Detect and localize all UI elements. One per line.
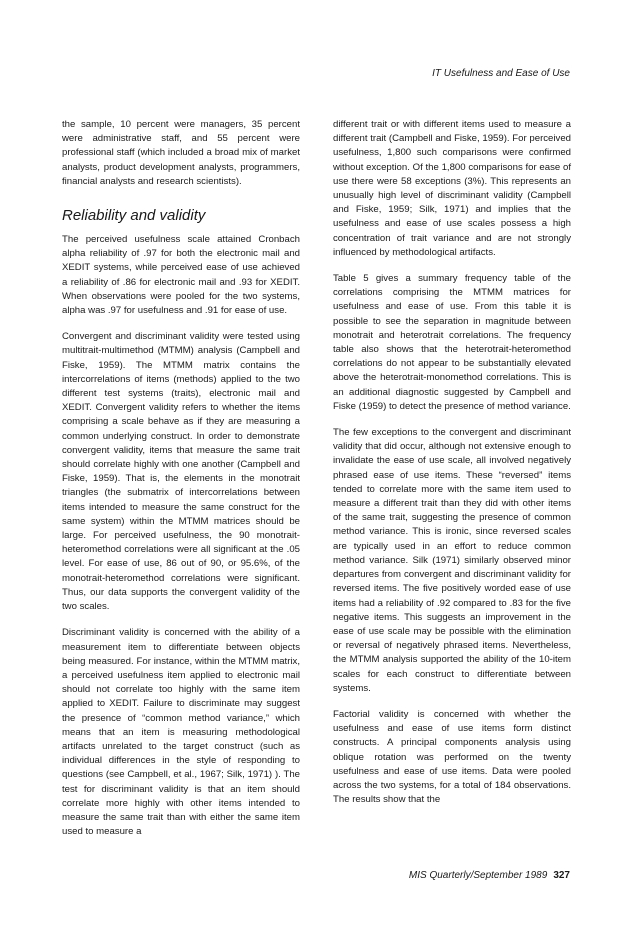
- running-head: IT Usefulness and Ease of Use: [432, 68, 570, 79]
- journal-name: MIS Quarterly/September 1989: [408, 870, 548, 881]
- body-paragraph: different trait or with different items used to measure a different trait (Campbell and Fiske, 1959). For perceived usefulness, 1,800 such comparisons were confirmed without exception. Of the 1,800 comparisons for ease of use there were 58 exceptions (3%). This represents an unusually high level of discriminant validity (Campbell and Fiske, 1959; Silk, 1971) and implies that the usefulness and ease of use scales possess a high concentration of trait variance and are not strongly influenced by methodological artifacts.: [333, 119, 571, 258]
- right-column: [333, 118, 571, 807]
- section-heading: Reliability and validity: [62, 207, 206, 225]
- body-paragraph: Discriminant validity is concerned with the ability of a measurement item to differentiate between objects being measured. For instance, within the MTMM matrix, a perceived usefulness item applied to electronic mail should not correlate too highly with the same item applied to XEDIT. Failure to discriminate may suggest the presence of “common method variance,” which means that an item is measuring methodological artifacts unrelated to the target construct (such as individual differences in the style of responding to questions (see Campbell, et al., 1967; Silk, 1971) ). The test for discriminant validity is that an item should correlate more highly with other items intended to measure the same trait than with either the same item used to measure a: [62, 627, 300, 838]
- body-paragraph: The few exceptions to the convergent and discriminant validity that did occur, although not extensive enough to invalidate the ease of use scale, all involved negatively phrased ease of use items. These “reversed” items tended to correlate more with the same item used to measure a different trait than they did with other items of the same trait, suggesting the presence of common method variance. This is ironic, since reversed scales are typically used in an effort to reduce common method variance. Silk (1971) similarly observed minor departures from convergent and discriminant validity for reversed items. The five positively worded ease of use items had a reliability of .92 compared to .83 for the five negative items. This suggests an improvement in the ease of use scale may be possible with the elimination or reversal of negatively phrased items. Nevertheless, the MTMM analysis supported the ability of the 10-item scales for each construct to differentiate between systems.: [333, 427, 571, 694]
- left-column: [62, 118, 300, 839]
- body-paragraph: Factorial validity is concerned with whether the usefulness and ease of use items form distinct constructs. A principal components analysis using oblique rotation was performed on the twenty usefulness and ease of use items. Data were pooled across the two systems, for a total of 184 observations. The results show that the: [333, 708, 571, 806]
- body-paragraph: Convergent and discriminant validity were tested using multitrait-multimethod (MTMM) analysis (Campbell and Fiske, 1959). The MTMM matrix contains the intercorrelations of items (methods) applied to the two different test systems (traits), electronic mail and XEDIT. Convergent validity refers to whether the items comprising a scale behave as if they are measuring a common underlying construct. In order to demonstrate convergent validity, items that measure the same trait should correlate highly with one another (Campbell and Fiske, 1959). That is, the elements in the monotrait triangles (the submatrix of intercorrelations between items intended to measure the same construct for the same system) within the MTMM matrices should be large. For perceived usefulness, the 90 monotrait-heteromethod correlations were all significant at the .05 level. For ease of use, 86 out of 90, or 95.6%, of the monotrait-heteromethod correlations were significant. Thus, our data supports the convergent validity of the two scales.: [62, 331, 300, 613]
- page-number: 327: [553, 870, 570, 881]
- body-paragraph: The perceived usefulness scale attained Cronbach alpha reliability of .97 for both the electronic mail and XEDIT systems, while perceived ease of use achieved a reliability of .86 for electronic mail and .93 for XEDIT. When observations were pooled for the two systems, alpha was .97 for usefulness and .91 for ease of use.: [62, 234, 300, 317]
- body-paragraph: Table 5 gives a summary frequency table of the correlations comprising the MTMM matrices for usefulness and ease of use. From this table it is possible to see the separation in magnitude between monotrait and heterotrait correlations. The frequency table also shows that the heterotrait-heteromethod correlations do not appear to be substantially elevated above the heterotrait-monomethod correlations. This is an additional diagnostic suggested by Campbell and Fiske (1959) to detect the presence of method variance.: [333, 273, 571, 412]
- intro-paragraph: the sample, 10 percent were managers, 35 percent were administrative staff, and 55 percent were professional staff (which included a broad mix of market analysts, product development analysts, programmers, financial analysts and research scientists).: [62, 119, 300, 187]
- page-footer: [409, 870, 570, 881]
